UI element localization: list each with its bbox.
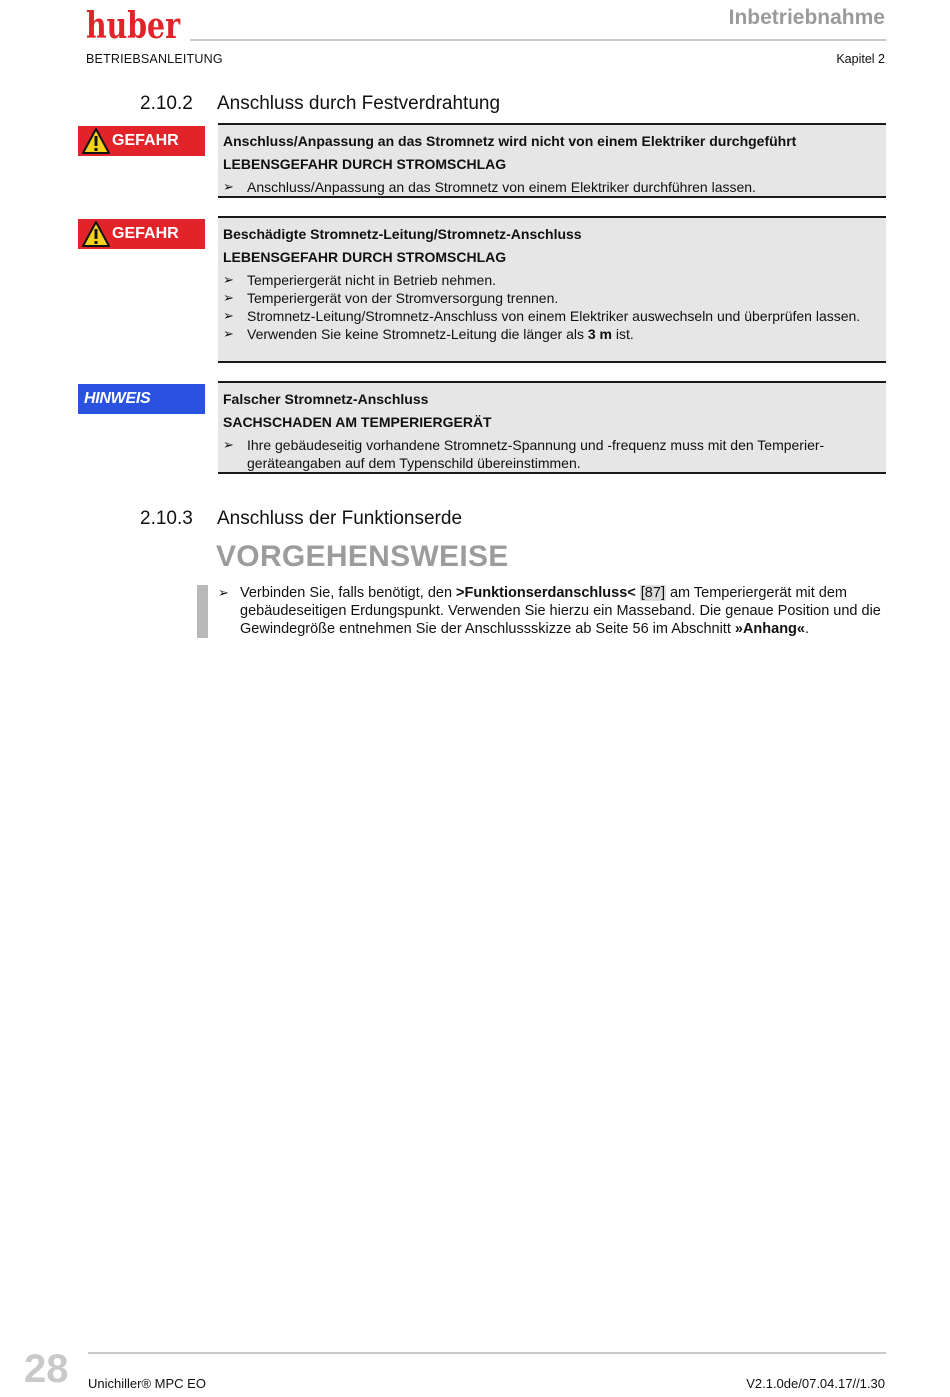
procedure-step: ➢ Verbinden Sie, falls benötigt, den >Funktionserdanschluss< [87] am Temperiergerät mit dem gebäudeseitigen Erdungspunkt. Verwenden Sie hierzu ein Masseband. Die genaue Position und die Gewindegröße entnehmen Sie der Anschlussskizze ab Seite 56 im Abschnitt »Anhang«. [218,585,881,637]
list-item: ➢ Anschluss/Anpassung an das Stromnetz von einem Elektriker durchführen lassen. [223,179,756,195]
product-name: Unichiller® MPC EO [88,1376,206,1391]
version-info: V2.1.0de/07.04.17//1.30 [746,1376,885,1391]
arrow-bullet-icon: ➢ [223,326,234,341]
warning-triangle-icon [82,221,110,247]
arrow-bullet-icon: ➢ [223,290,234,305]
danger-label: GEFAHR [112,225,179,242]
section-title: Anschluss der Funktionserde [217,508,463,529]
notice-heading: Falscher Stromnetz-Anschluss [223,391,429,407]
cross-reference-link[interactable]: [87] [640,585,665,601]
warning-heading: Anschluss/Anpassung an das Stromnetz wird nicht von einem Elektriker durchgeführt [223,133,797,149]
notice-badge [78,384,205,414]
header-divider [190,39,886,41]
warning-box [218,216,886,363]
arrow-bullet-icon: ➢ [218,585,229,600]
warning-box [218,123,886,198]
danger-label: GEFAHR [112,132,179,149]
page-number: 28 [24,1347,69,1391]
list-item: ➢ Temperiergerät nicht in Betrieb nehmen. [223,272,497,288]
hazard-text: LEBENSGEFAHR DURCH STROMSCHLAG [223,156,507,172]
arrow-bullet-icon: ➢ [223,272,234,287]
warning-triangle-icon [82,128,110,154]
procedure-title: VORGEHENSWEISE [216,540,509,573]
list-item: ➢ Stromnetz-Leitung/Stromnetz-Anschluss von einem Elektriker auswechseln und überprüfen lassen. [223,308,861,324]
connector-name: >Funktionserdanschluss< [456,585,636,601]
arrow-bullet-icon: ➢ [223,308,234,323]
appendix-link[interactable]: »Anhang« [734,621,805,637]
bold-length: 3 m [587,326,612,342]
list-item: ➢ Ihre gebäudeseitig vorhandene Stromnetz-Spannung und -frequenz muss mit den Temperier-geräteangaben auf dem Typenschild übereinstimmen. [223,437,825,471]
section-number: 2.10.2 [140,93,193,114]
section-number: 2.10.3 [140,508,193,529]
notice-label: HINWEIS [84,390,151,407]
list-item: ➢ Verwenden Sie keine Stromnetz-Leitung die länger als 3 m ist. [223,326,634,342]
logo-text: huber [86,5,181,47]
danger-badge [78,126,205,156]
procedure-marker-bar [197,585,208,638]
footer-divider [88,1352,886,1354]
hazard-text: LEBENSGEFAHR DURCH STROMSCHLAG [223,249,507,265]
list-item: ➢ Temperiergerät von der Stromversorgung trennen. [223,290,559,306]
arrow-bullet-icon: ➢ [223,179,234,194]
section-title: Anschluss durch Festverdrahtung [217,93,501,114]
chapter-heading: Inbetriebnahme [728,6,885,29]
notice-box [218,381,886,474]
huber-logo [86,5,182,47]
danger-badge [78,219,205,249]
warning-heading: Beschädigte Stromnetz-Leitung/Stromnetz-Anschluss [223,226,582,242]
hazard-text: SACHSCHADEN AM TEMPERIERGERÄT [223,414,492,430]
doc-type-label: BETRIEBSANLEITUNG [86,52,223,66]
arrow-bullet-icon: ➢ [223,437,234,452]
chapter-label: Kapitel 2 [836,52,885,66]
